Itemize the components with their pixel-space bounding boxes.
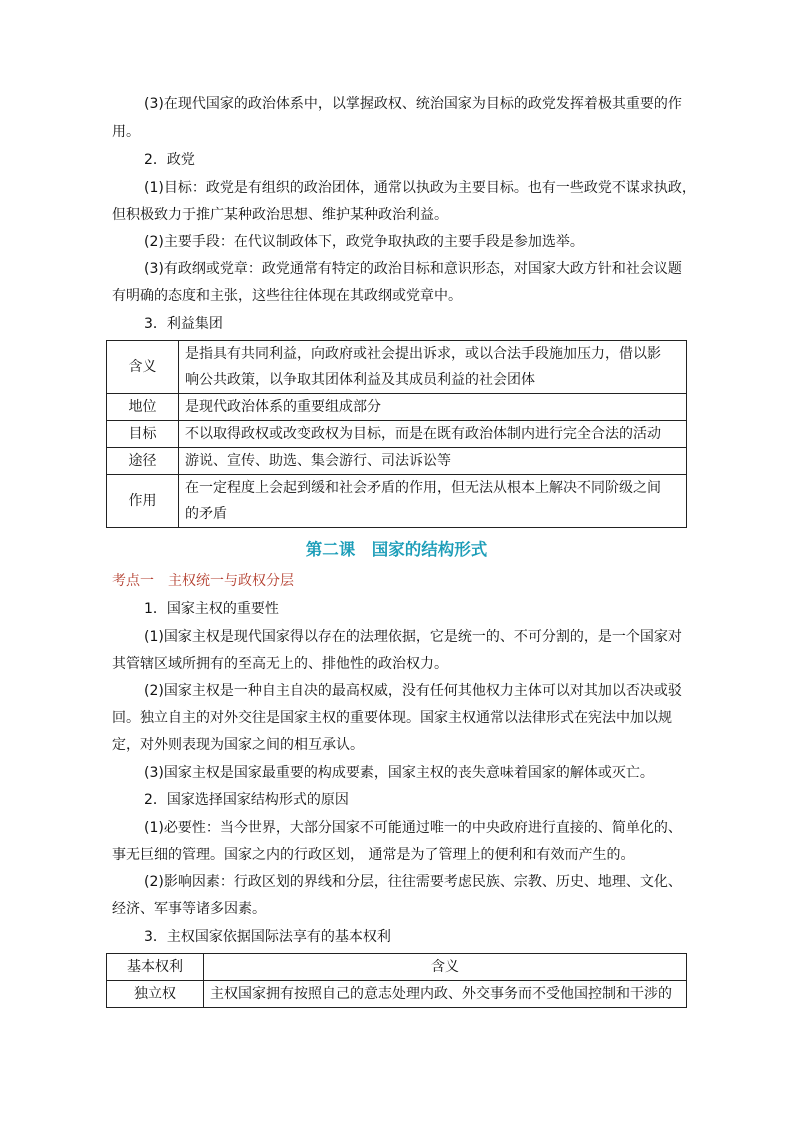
table-row bbox=[107, 394, 687, 421]
table-value: 是现代政治体系的重要组成部分 bbox=[179, 394, 687, 421]
section-heading-sovereignty: 1．国家主权的重要性 bbox=[144, 601, 279, 617]
paragraph-line: 其管辖区域所拥有的至高无上的、排他性的政治权力。 bbox=[112, 656, 448, 672]
paragraph-line: (2)主要手段：在代议制政体下，政党争取执政的主要手段是参加选举。 bbox=[144, 234, 584, 250]
table-value: 在一定程度上会起到缓和社会矛盾的作用，但无法从根本上解决不同阶级之间 的矛盾 bbox=[179, 475, 687, 528]
table-value: 主权国家拥有按照自己的意志处理内政、外交事务而不受他国控制和干涉的 bbox=[204, 981, 687, 1008]
table-value: 不以取得政权或改变政权为目标，而是在既有政治体制内进行完全合法的活动 bbox=[179, 421, 687, 448]
lesson-title: 第二课 国家的结构形式 bbox=[305, 540, 488, 559]
table-header-cell: 基本权利 bbox=[107, 954, 204, 981]
table-value: 是指具有共同利益，向政府或社会提出诉求，或以合法手段施加压力，借以影 响公共政策，以争取其团体利益及其成员利益的社会团体 bbox=[179, 341, 687, 394]
table-row bbox=[107, 475, 687, 528]
paragraph-line: 经济、军事等诸多因素。 bbox=[112, 901, 266, 917]
table-row bbox=[107, 981, 687, 1008]
paragraph-line: (3)国家主权是国家最重要的构成要素，国家主权的丧失意味着国家的解体或灭亡。 bbox=[144, 765, 654, 781]
paragraph-line: (2)国家主权是一种自主自决的最高权威，没有任何其他权力主体可以对其加以否决或驳 bbox=[144, 683, 682, 699]
table-row bbox=[107, 421, 687, 448]
section-heading-structure-reason: 2．国家选择国家结构形式的原因 bbox=[144, 792, 349, 808]
paragraph-line: 有明确的态度和主张，这些往往体现在其政纲或党章中。 bbox=[112, 288, 462, 304]
paragraph-line: (1)目标：政党是有组织的政治团体，通常以执政为主要目标。也有一些政党不谋求执政， bbox=[144, 180, 696, 196]
table-key: 地位 bbox=[107, 394, 179, 421]
table-key: 途径 bbox=[107, 448, 179, 475]
paragraph-line: (1)国家主权是现代国家得以存在的法理依据，它是统一的、不可分割的，是一个国家对 bbox=[144, 629, 682, 645]
table-header-cell: 含义 bbox=[204, 954, 687, 981]
table-row bbox=[107, 448, 687, 475]
paragraph-line: (2)影响因素：行政区划的界线和分层，往往需要考虑民族、宗教、历史、地理、文化、 bbox=[144, 874, 682, 890]
section-heading-basic-rights: 3．主权国家依据国际法享有的基本权利 bbox=[144, 929, 391, 945]
paragraph-line: 用。 bbox=[112, 124, 140, 140]
table-header-row bbox=[107, 954, 687, 981]
exam-point-heading: 考点一 主权统一与政权分层 bbox=[112, 573, 294, 589]
basic-rights-table bbox=[106, 953, 687, 1008]
table-key: 作用 bbox=[107, 475, 179, 528]
paragraph-line: 事无巨细的管理。国家之内的行政区划， 通常是为了管理上的便利和有效而产生的。 bbox=[112, 847, 635, 863]
section-heading-interest-groups: 3．利益集团 bbox=[144, 316, 223, 332]
interest-group-table bbox=[106, 340, 687, 528]
table-row bbox=[107, 341, 687, 394]
paragraph-line: 但积极致力于推广某种政治思想、维护某种政治利益。 bbox=[112, 207, 448, 223]
paragraph-line: 回。独立自主的对外交往是国家主权的重要体现。国家主权通常以法律形式在宪法中加以规 bbox=[112, 710, 672, 726]
section-heading-party: 2．政党 bbox=[144, 152, 195, 168]
table-key: 独立权 bbox=[107, 981, 204, 1008]
paragraph-line: 定，对外则表现为国家之间的相互承认。 bbox=[112, 737, 364, 753]
table-key: 目标 bbox=[107, 421, 179, 448]
paragraph-line: (3)有政纲或党章：政党通常有特定的政治目标和意识形态，对国家大政方针和社会议题 bbox=[144, 261, 682, 277]
table-key: 含义 bbox=[107, 341, 179, 394]
table-value: 游说、宣传、助选、集会游行、司法诉讼等 bbox=[179, 448, 687, 475]
paragraph-line: (1)必要性：当今世界，大部分国家不可能通过唯一的中央政府进行直接的、简单化的、 bbox=[144, 820, 682, 836]
paragraph-line: (3)在现代国家的政治体系中，以掌握政权、统治国家为目标的政党发挥着极其重要的作 bbox=[144, 96, 682, 112]
